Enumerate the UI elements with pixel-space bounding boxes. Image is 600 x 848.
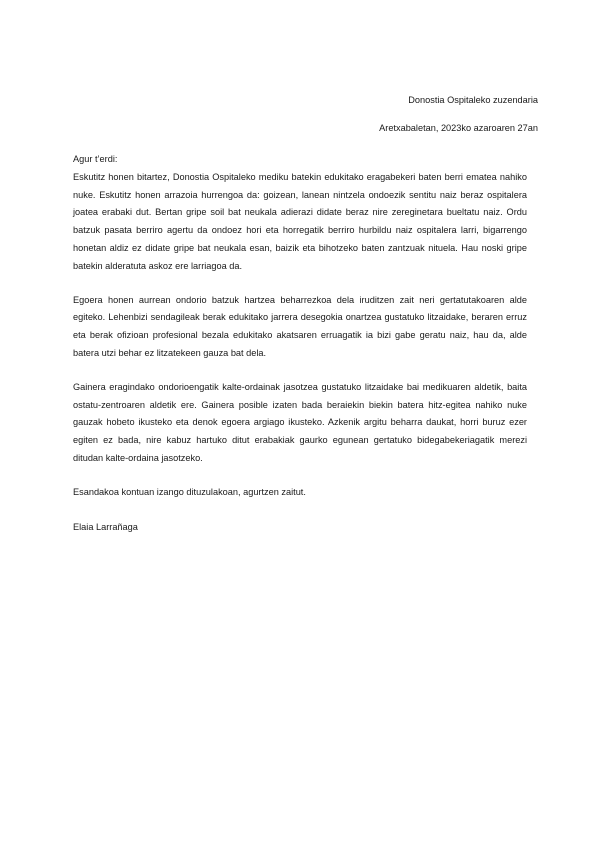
paragraph-1: Eskutitz honen bitartez, Donostia Ospitaleko mediku batekin edukitako eragabekeri baten berri ematea nahiko nuke. Eskutitz honen arrazoia hurrengoa da: goizean, lanean nintzela ondoezik sentitu naiz beraz ospitalera joatea erabaki dut. Bertan gripe soil bat neukala adierazi didate beraz nire zereginetara bueltatu naiz. Ordu batzuk pasata berriro agertu da ondoez hori eta horregatik berriro hurbildu naiz ospitalera larri, bigarrengo honetan aldiz ez didate gripe bat neukala esan, baizik eta bihotzeko baten zantzuak nituela. Hau noski gripe batekin alderatuta askoz ere larriagoa da. [73,171,527,271]
recipient-line: Donostia Ospitaleko zuzendaria [408,95,538,105]
closing-line: Esandakoa kontuan izango dituzulakoan, agurtzen zaitut. [73,486,306,497]
signature: Elaia Larrañaga [73,521,138,532]
salutation: Agur t’erdi: [73,154,118,164]
letter-body [73,151,527,536]
date-line: Aretxabaletan, 2023ko azaroaren 27an [379,123,538,133]
paragraph-3: Gainera eragindako ondorioengatik kalte-ordainak jasotzea gustatuko litzaidake bai medikuaren aldetik, baita ostatu-zentroaren aldetik ere. Gainera posible izaten bada beraiekin biekin batera hitz-egitea nahiko nuke gauzak hobeto ikusteko eta denok egoera argiago ikusteko. Azkenik argitu beharra daukat, horri buruz ezer egiten ez bada, nire kabuz hartuko ditut erabakiak gaurko egunean gertatuko bidegabekeriagatik merezi ditudan kalte-ordaina jasotzeko. [73,381,527,463]
paragraph-2: Egoera honen aurrean ondorio batzuk hartzea beharrezkoa dela iruditzen zait neri gertatutakoaren alde egiteko. Lehenbizi sendagileak berak edukitako jarrera desegokia onartzea gustatuko litzaidake, beraren erruz eta berak ofizioan profesional bezala edukitako akatsaren erruagatik ia bizi gabe geratu naiz, hau da, alde batera utzi behar ez litzatekeen gauza bat dela. [73,294,527,358]
